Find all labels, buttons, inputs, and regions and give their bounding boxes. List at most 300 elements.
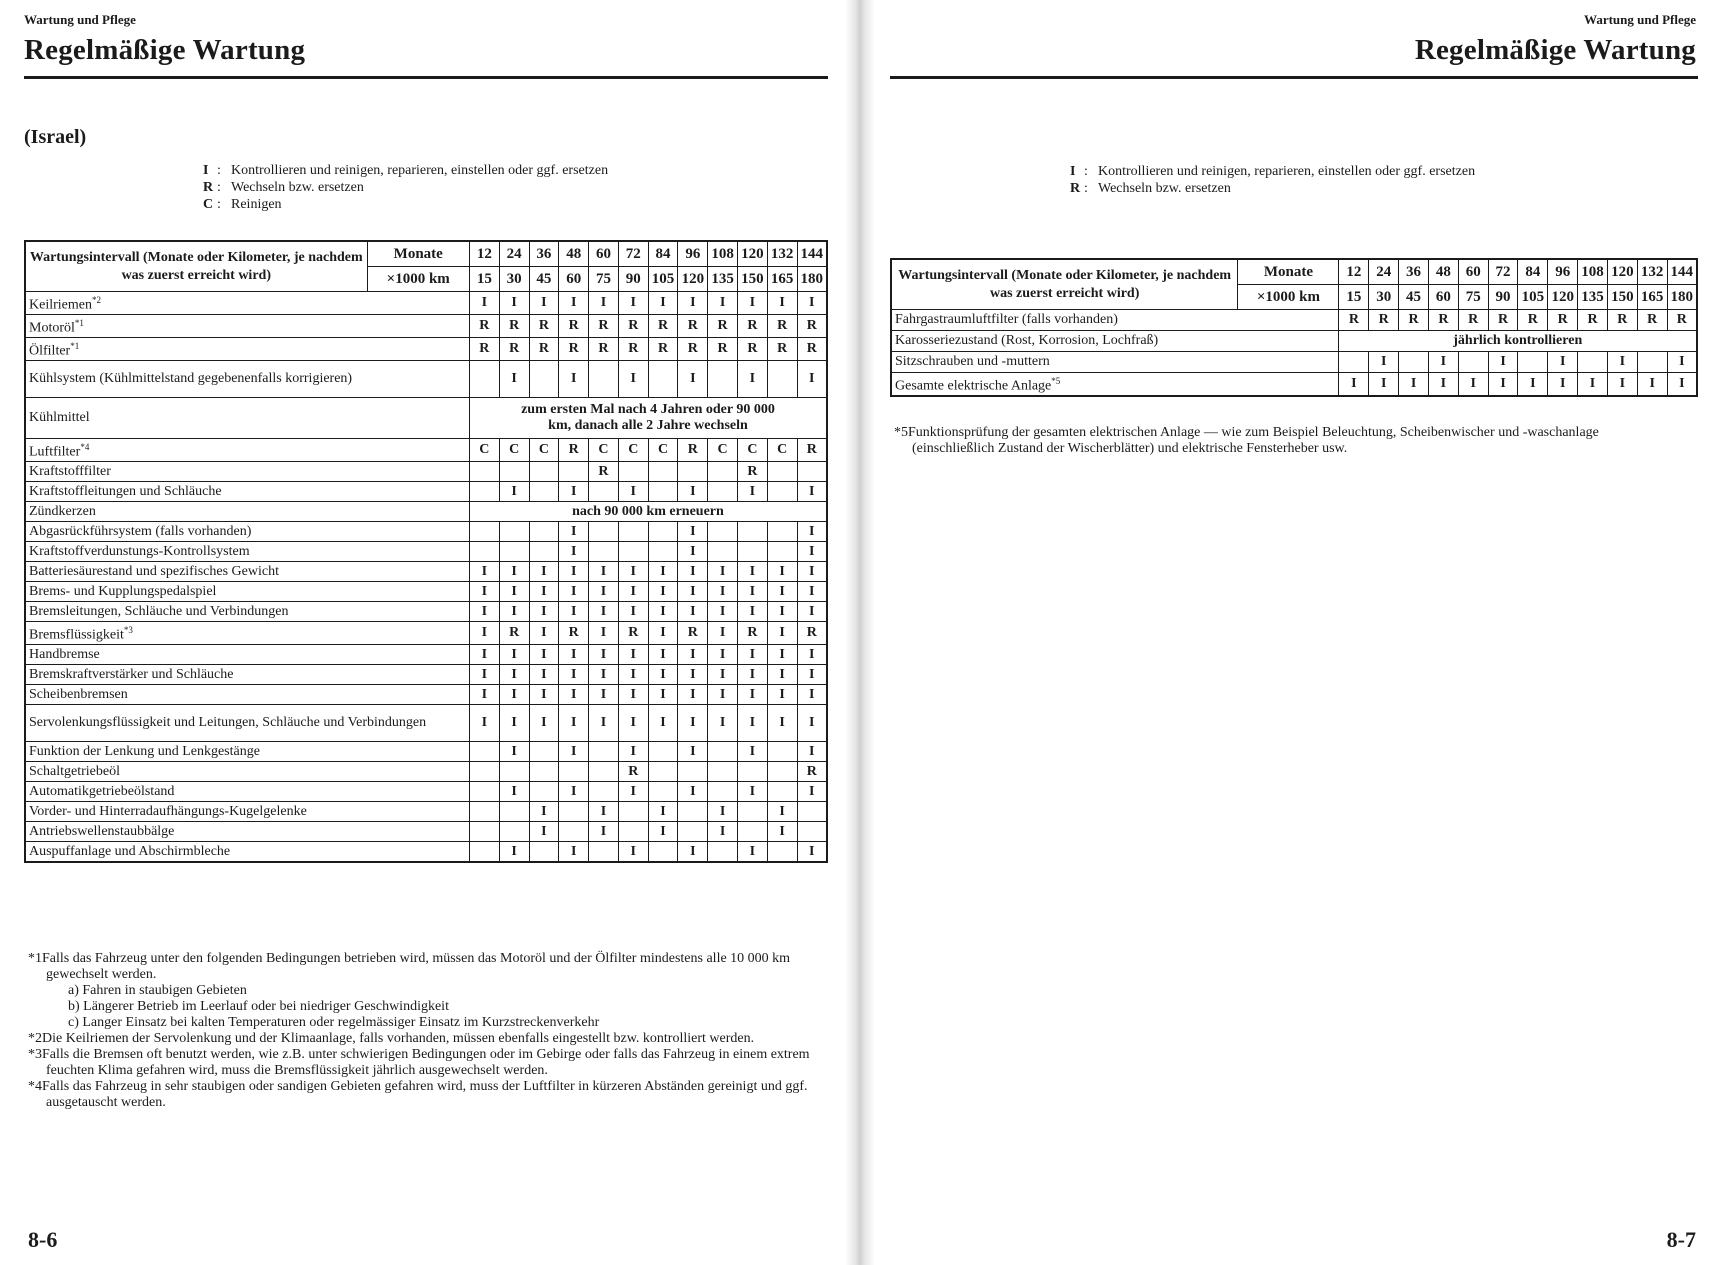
month-cell: 108 bbox=[1578, 259, 1608, 285]
item-label: Luftfilter bbox=[29, 444, 81, 460]
footnote: *3Falls die Bremsen oft benutzt werden, wie z.B. unter schwierigen Bedingungen oder im Gebirge oder falls das Fahrzeug in einem extrem feuchten Klima gefahren wird, muss die Bremsflüssigkeit jährlich ausgewechselt werden. bbox=[28, 1047, 810, 1078]
item-label: Keilriemen bbox=[29, 297, 92, 313]
item-cell bbox=[25, 582, 469, 602]
legend-key: R bbox=[203, 180, 214, 195]
item-label: Zündkerzen bbox=[29, 503, 96, 519]
interval-cell: R bbox=[499, 622, 529, 645]
interval-cell bbox=[767, 482, 797, 502]
interval-cell: I bbox=[678, 602, 708, 622]
interval-cell: I bbox=[529, 705, 559, 742]
interval-cell: R bbox=[1667, 310, 1697, 331]
item-label: Kraftstoffleitungen und Schläuche bbox=[29, 483, 222, 499]
interval-cell bbox=[469, 842, 499, 863]
interval-cell: I bbox=[737, 361, 767, 398]
month-cell: 120 bbox=[1607, 259, 1637, 285]
interval-cell: R bbox=[1399, 310, 1429, 331]
legend-text: Wechseln bzw. ersetzen bbox=[1098, 181, 1231, 196]
interval-cell: I bbox=[708, 292, 738, 315]
interval-cell: I bbox=[648, 602, 678, 622]
table-row bbox=[25, 602, 827, 622]
item-label: Antriebswellenstaubbälge bbox=[29, 823, 175, 839]
table-row bbox=[25, 802, 827, 822]
interval-cell: R bbox=[767, 338, 797, 361]
interval-cell: I bbox=[499, 842, 529, 863]
month-cell: 36 bbox=[1399, 259, 1429, 285]
interval-cell bbox=[499, 802, 529, 822]
months-label: Monate bbox=[367, 241, 469, 267]
interval-cell bbox=[797, 462, 827, 482]
interval-cell: I bbox=[1607, 373, 1637, 397]
interval-cell: R bbox=[529, 315, 559, 338]
table-row bbox=[25, 742, 827, 762]
item-cell bbox=[25, 842, 469, 863]
interval-cell: I bbox=[1518, 373, 1548, 397]
title-rule bbox=[890, 76, 1698, 79]
interval-cell: I bbox=[797, 602, 827, 622]
interval-cell: R bbox=[499, 338, 529, 361]
interval-cell: I bbox=[559, 705, 589, 742]
interval-cell: I bbox=[559, 665, 589, 685]
interval-cell: I bbox=[499, 582, 529, 602]
interval-cell: R bbox=[618, 338, 648, 361]
interval-cell: I bbox=[559, 482, 589, 502]
item-label: Gesamte elektrische Anlage bbox=[895, 378, 1052, 394]
interval-cell: I bbox=[737, 292, 767, 315]
interval-cell bbox=[767, 522, 797, 542]
table-row bbox=[25, 665, 827, 685]
interval-cell: C bbox=[708, 439, 738, 462]
interval-cell: I bbox=[1607, 352, 1637, 373]
interval-cell: I bbox=[767, 685, 797, 705]
legend bbox=[203, 162, 608, 213]
interval-cell bbox=[708, 742, 738, 762]
page-number: 8-6 bbox=[28, 1227, 58, 1252]
item-label: Bremsflüssigkeit bbox=[29, 627, 124, 643]
month-cell: 48 bbox=[559, 241, 589, 267]
interval-cell bbox=[648, 742, 678, 762]
interval-cell bbox=[469, 361, 499, 398]
interval-cell: I bbox=[797, 562, 827, 582]
item-cell bbox=[25, 705, 469, 742]
table-row bbox=[25, 822, 827, 842]
interval-cell: I bbox=[618, 742, 648, 762]
footnote-ref: *1 bbox=[70, 341, 80, 352]
item-label: Automatikgetriebeölstand bbox=[29, 783, 175, 799]
title-rule bbox=[24, 76, 828, 79]
interval-cell: C bbox=[648, 439, 678, 462]
interval-label: Wartungsintervall (Monate oder Kilometer, je nachdem was zuerst erreicht wird) bbox=[891, 259, 1238, 310]
interval-cell bbox=[618, 822, 648, 842]
interval-cell bbox=[708, 462, 738, 482]
interval-cell: I bbox=[529, 582, 559, 602]
interval-cell bbox=[559, 462, 589, 482]
interval-cell bbox=[737, 822, 767, 842]
interval-cell: R bbox=[529, 338, 559, 361]
item-cell bbox=[25, 292, 469, 315]
interval-cell bbox=[708, 361, 738, 398]
km-cell: 165 bbox=[1637, 285, 1667, 310]
item-label: Fahrgastraumluftfilter (falls vorhanden) bbox=[895, 312, 1118, 327]
interval-cell bbox=[767, 462, 797, 482]
interval-cell: I bbox=[737, 562, 767, 582]
interval-cell: I bbox=[648, 292, 678, 315]
interval-cell bbox=[648, 482, 678, 502]
interval-cell: I bbox=[708, 645, 738, 665]
km-cell: 120 bbox=[1548, 285, 1578, 310]
item-cell bbox=[25, 542, 469, 562]
km-cell: 165 bbox=[767, 267, 797, 292]
interval-cell bbox=[797, 802, 827, 822]
interval-cell bbox=[797, 822, 827, 842]
interval-cell: I bbox=[1339, 373, 1369, 397]
interval-cell: I bbox=[589, 802, 619, 822]
interval-span-cell: nach 90 000 km erneuern bbox=[469, 502, 827, 522]
month-cell: 72 bbox=[618, 241, 648, 267]
interval-cell: I bbox=[499, 602, 529, 622]
interval-cell: I bbox=[678, 292, 708, 315]
interval-cell bbox=[499, 822, 529, 842]
interval-cell: R bbox=[737, 462, 767, 482]
interval-cell: I bbox=[618, 685, 648, 705]
interval-cell bbox=[767, 542, 797, 562]
interval-cell: I bbox=[469, 602, 499, 622]
footnote-ref: *5 bbox=[1051, 376, 1061, 387]
interval-cell: I bbox=[708, 582, 738, 602]
interval-cell: I bbox=[737, 482, 767, 502]
table-row bbox=[25, 762, 827, 782]
legend bbox=[1070, 163, 1475, 197]
interval-cell: I bbox=[529, 802, 559, 822]
interval-cell: C bbox=[737, 439, 767, 462]
interval-cell: I bbox=[499, 665, 529, 685]
interval-cell bbox=[618, 522, 648, 542]
interval-cell: R bbox=[618, 622, 648, 645]
interval-cell: I bbox=[648, 645, 678, 665]
interval-cell bbox=[708, 842, 738, 863]
month-cell: 12 bbox=[1339, 259, 1369, 285]
interval-cell bbox=[499, 522, 529, 542]
interval-cell: I bbox=[589, 582, 619, 602]
interval-cell: I bbox=[1548, 352, 1578, 373]
table-row bbox=[25, 582, 827, 602]
header-row-months bbox=[25, 241, 827, 267]
item-cell bbox=[25, 361, 469, 398]
interval-cell: I bbox=[469, 685, 499, 705]
km-cell: 60 bbox=[1428, 285, 1458, 310]
interval-cell: R bbox=[708, 338, 738, 361]
km-cell: 180 bbox=[797, 267, 827, 292]
interval-cell bbox=[648, 462, 678, 482]
interval-cell bbox=[708, 522, 738, 542]
interval-cell: I bbox=[499, 361, 529, 398]
interval-cell: R bbox=[1428, 310, 1458, 331]
interval-cell: I bbox=[469, 292, 499, 315]
km-cell: 75 bbox=[1458, 285, 1488, 310]
interval-cell: I bbox=[797, 292, 827, 315]
item-cell bbox=[25, 665, 469, 685]
month-cell: 144 bbox=[1667, 259, 1697, 285]
interval-cell: I bbox=[678, 522, 708, 542]
interval-cell: I bbox=[767, 562, 797, 582]
interval-cell: I bbox=[618, 292, 648, 315]
interval-cell: I bbox=[618, 582, 648, 602]
interval-cell: I bbox=[678, 842, 708, 863]
item-cell bbox=[25, 645, 469, 665]
table-row bbox=[25, 315, 827, 338]
right-page bbox=[870, 0, 1712, 1265]
footnote-ref: *3 bbox=[123, 625, 133, 636]
interval-cell bbox=[589, 542, 619, 562]
item-cell bbox=[25, 522, 469, 542]
table-row bbox=[25, 622, 827, 645]
interval-cell: I bbox=[708, 665, 738, 685]
interval-cell bbox=[529, 522, 559, 542]
interval-cell: R bbox=[648, 315, 678, 338]
legend-item bbox=[1070, 163, 1475, 180]
interval-cell bbox=[1637, 352, 1667, 373]
interval-cell: I bbox=[648, 705, 678, 742]
table-row bbox=[891, 310, 1697, 331]
km-cell: 15 bbox=[469, 267, 499, 292]
interval-cell bbox=[1518, 352, 1548, 373]
interval-cell: I bbox=[559, 522, 589, 542]
table-row bbox=[25, 482, 827, 502]
interval-cell: I bbox=[797, 842, 827, 863]
interval-cell bbox=[618, 802, 648, 822]
interval-cell bbox=[648, 842, 678, 863]
interval-cell bbox=[589, 522, 619, 542]
interval-cell: I bbox=[618, 705, 648, 742]
interval-cell: I bbox=[559, 602, 589, 622]
interval-cell: R bbox=[1578, 310, 1608, 331]
page-title: Regelmäßige Wartung bbox=[1414, 34, 1696, 66]
month-cell: 144 bbox=[797, 241, 827, 267]
item-cell bbox=[891, 310, 1339, 331]
interval-cell bbox=[529, 842, 559, 863]
item-label: Brems- und Kupplungspedalspiel bbox=[29, 583, 217, 599]
interval-cell: I bbox=[618, 482, 648, 502]
interval-cell bbox=[469, 742, 499, 762]
item-label: Servolenkungsflüssigkeit und Leitungen, Schläuche und Verbindungen bbox=[29, 715, 427, 730]
interval-cell: I bbox=[767, 705, 797, 742]
item-label: Ölfilter bbox=[29, 343, 71, 359]
interval-cell: I bbox=[618, 602, 648, 622]
interval-cell bbox=[767, 842, 797, 863]
interval-cell: C bbox=[618, 439, 648, 462]
interval-cell: R bbox=[797, 622, 827, 645]
legend-colon: : bbox=[1084, 164, 1088, 179]
interval-cell: I bbox=[529, 685, 559, 705]
item-cell bbox=[25, 822, 469, 842]
interval-cell: R bbox=[737, 315, 767, 338]
interval-cell: I bbox=[648, 622, 678, 645]
interval-cell bbox=[678, 762, 708, 782]
legend-item bbox=[1070, 180, 1475, 197]
interval-cell: I bbox=[678, 645, 708, 665]
km-cell: 60 bbox=[559, 267, 589, 292]
interval-cell bbox=[469, 462, 499, 482]
interval-cell: I bbox=[797, 482, 827, 502]
interval-cell: I bbox=[589, 822, 619, 842]
interval-cell: C bbox=[499, 439, 529, 462]
item-cell bbox=[25, 502, 469, 522]
interval-cell: I bbox=[469, 622, 499, 645]
interval-cell bbox=[1339, 352, 1369, 373]
interval-cell: I bbox=[589, 622, 619, 645]
interval-cell: I bbox=[708, 562, 738, 582]
interval-cell bbox=[767, 762, 797, 782]
item-label: Karosseriezustand (Rost, Korrosion, Lochfraß) bbox=[895, 333, 1159, 348]
month-cell: 12 bbox=[469, 241, 499, 267]
month-cell: 108 bbox=[708, 241, 738, 267]
interval-cell bbox=[678, 802, 708, 822]
interval-cell: I bbox=[589, 645, 619, 665]
maintenance-table bbox=[24, 240, 828, 863]
km-cell: 30 bbox=[1369, 285, 1399, 310]
km-cell: 150 bbox=[737, 267, 767, 292]
item-label: Abgasrückführsystem (falls vorhanden) bbox=[29, 523, 252, 539]
footnote: *1Falls das Fahrzeug unter den folgenden Bedingungen betrieben wird, müssen das Motoröl und der Ölfilter mindestens alle 10 000 km gewechselt werden. bbox=[28, 951, 791, 982]
interval-cell: I bbox=[708, 802, 738, 822]
interval-cell: R bbox=[797, 762, 827, 782]
interval-cell: I bbox=[767, 802, 797, 822]
interval-cell: I bbox=[797, 542, 827, 562]
interval-cell bbox=[618, 462, 648, 482]
interval-cell: R bbox=[1339, 310, 1369, 331]
month-cell: 24 bbox=[1369, 259, 1399, 285]
item-cell bbox=[25, 602, 469, 622]
interval-cell bbox=[767, 782, 797, 802]
interval-cell bbox=[529, 742, 559, 762]
interval-cell bbox=[499, 462, 529, 482]
interval-cell: R bbox=[737, 338, 767, 361]
interval-cell: I bbox=[708, 622, 738, 645]
interval-cell: I bbox=[797, 582, 827, 602]
item-label: Vorder- und Hinterradaufhängungs-Kugelgelenke bbox=[29, 803, 307, 819]
item-label: Auspuffanlage und Abschirmbleche bbox=[29, 843, 231, 859]
legend-colon: : bbox=[217, 163, 221, 178]
month-cell: 60 bbox=[589, 241, 619, 267]
km-cell: 180 bbox=[1667, 285, 1697, 310]
interval-cell: I bbox=[737, 742, 767, 762]
section-label: Wartung und Pflege bbox=[1584, 12, 1696, 27]
interval-cell: I bbox=[529, 562, 559, 582]
footnote-ref: *2 bbox=[91, 295, 101, 306]
interval-cell: I bbox=[737, 842, 767, 863]
interval-cell: I bbox=[499, 645, 529, 665]
interval-cell: I bbox=[797, 685, 827, 705]
footnote-ref: *1 bbox=[74, 318, 84, 329]
month-cell: 24 bbox=[499, 241, 529, 267]
interval-cell: I bbox=[737, 582, 767, 602]
interval-cell: I bbox=[737, 665, 767, 685]
item-label: Bremskraftverstärker und Schläuche bbox=[29, 666, 234, 682]
legend-text: Kontrollieren und reinigen, reparieren, einstellen oder ggf. ersetzen bbox=[231, 163, 609, 178]
month-cell: 84 bbox=[648, 241, 678, 267]
interval-cell: I bbox=[529, 602, 559, 622]
interval-span-cell: zum ersten Mal nach 4 Jahren oder 90 000 km, danach alle 2 Jahre wechseln bbox=[469, 398, 827, 439]
month-cell: 72 bbox=[1488, 259, 1518, 285]
interval-cell: I bbox=[1667, 352, 1697, 373]
interval-cell: I bbox=[559, 742, 589, 762]
interval-cell bbox=[529, 542, 559, 562]
interval-cell bbox=[469, 822, 499, 842]
legend-colon: : bbox=[217, 197, 221, 212]
interval-cell: R bbox=[589, 338, 619, 361]
table-row bbox=[25, 685, 827, 705]
interval-cell: I bbox=[1369, 352, 1399, 373]
interval-cell bbox=[678, 822, 708, 842]
interval-cell: I bbox=[708, 822, 738, 842]
item-label: Scheibenbremsen bbox=[29, 686, 128, 702]
interval-cell bbox=[529, 361, 559, 398]
region-heading: (Israel) bbox=[24, 126, 87, 148]
legend-text: Kontrollieren und reinigen, reparieren, einstellen oder ggf. ersetzen bbox=[1098, 164, 1476, 179]
legend-text: Reinigen bbox=[231, 197, 282, 212]
interval-cell: I bbox=[559, 562, 589, 582]
item-cell bbox=[25, 622, 469, 645]
interval-cell bbox=[499, 542, 529, 562]
month-cell: 132 bbox=[1637, 259, 1667, 285]
km-cell: 135 bbox=[708, 267, 738, 292]
item-cell bbox=[891, 352, 1339, 373]
interval-cell bbox=[589, 482, 619, 502]
km-cell: 45 bbox=[529, 267, 559, 292]
interval-cell: I bbox=[737, 782, 767, 802]
interval-cell: I bbox=[589, 562, 619, 582]
interval-cell: I bbox=[767, 622, 797, 645]
interval-cell: R bbox=[1458, 310, 1488, 331]
interval-cell: R bbox=[1369, 310, 1399, 331]
interval-cell: I bbox=[529, 292, 559, 315]
interval-cell: I bbox=[589, 685, 619, 705]
item-label: Kraftstofffilter bbox=[29, 463, 111, 479]
interval-cell: C bbox=[469, 439, 499, 462]
interval-cell: I bbox=[1428, 352, 1458, 373]
footnote: b) Längerer Betrieb im Leerlauf oder bei niedriger Geschwindigkeit bbox=[68, 999, 449, 1014]
item-label: Sitzschrauben und -muttern bbox=[895, 354, 1050, 369]
interval-cell: I bbox=[618, 842, 648, 863]
interval-cell: I bbox=[469, 705, 499, 742]
table-row bbox=[891, 352, 1697, 373]
interval-cell: I bbox=[678, 482, 708, 502]
interval-cell: I bbox=[529, 822, 559, 842]
interval-cell bbox=[737, 802, 767, 822]
interval-cell: I bbox=[559, 782, 589, 802]
footnote: *4Falls das Fahrzeug in sehr staubigen oder sandigen Gebieten gefahren wird, muss der Luftfilter in kürzeren Abständen gereinigt und ggf. ausgetauscht werden. bbox=[28, 1079, 808, 1110]
item-cell bbox=[25, 782, 469, 802]
interval-cell: I bbox=[529, 622, 559, 645]
item-cell bbox=[25, 762, 469, 782]
interval-cell: R bbox=[737, 622, 767, 645]
interval-cell: I bbox=[767, 645, 797, 665]
interval-cell: I bbox=[499, 782, 529, 802]
interval-cell bbox=[589, 361, 619, 398]
interval-cell: I bbox=[499, 292, 529, 315]
item-cell bbox=[25, 398, 469, 439]
interval-cell bbox=[648, 782, 678, 802]
table-row bbox=[25, 292, 827, 315]
interval-cell: R bbox=[1637, 310, 1667, 331]
interval-cell bbox=[589, 762, 619, 782]
table-row bbox=[25, 645, 827, 665]
interval-cell: I bbox=[559, 542, 589, 562]
legend-item bbox=[203, 196, 608, 213]
interval-cell: I bbox=[559, 582, 589, 602]
interval-cell bbox=[708, 782, 738, 802]
interval-cell: R bbox=[648, 338, 678, 361]
item-label: Schaltgetriebeöl bbox=[29, 763, 120, 779]
